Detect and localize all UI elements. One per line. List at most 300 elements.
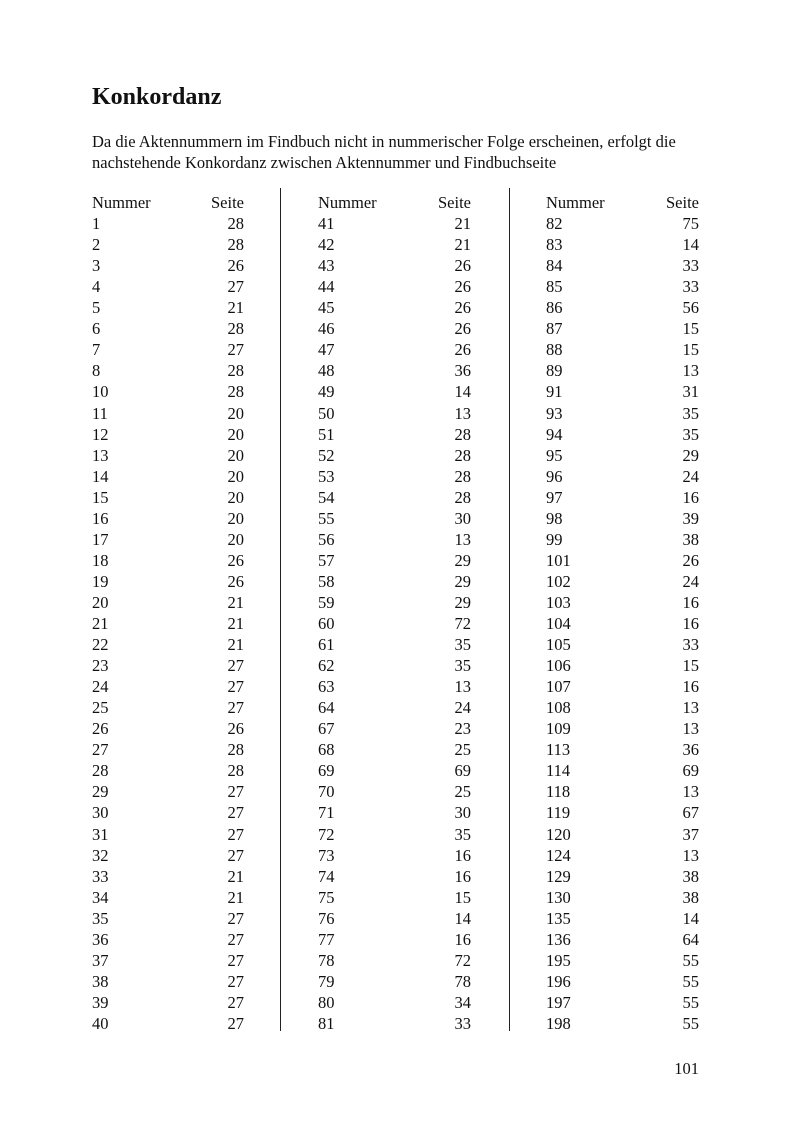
table-row — [546, 655, 699, 676]
findbuch-seite: 25 — [454, 740, 471, 760]
akten-nummer: 31 — [92, 824, 109, 844]
akten-nummer: 28 — [92, 761, 109, 781]
table-row — [546, 992, 699, 1013]
akten-nummer: 47 — [318, 340, 335, 360]
akten-nummer: 63 — [318, 677, 335, 697]
akten-nummer: 113 — [546, 740, 571, 760]
akten-nummer: 75 — [318, 887, 335, 907]
akten-nummer: 56 — [318, 529, 335, 549]
findbuch-seite: 27 — [227, 277, 244, 297]
table-row — [92, 1013, 244, 1034]
findbuch-seite: 20 — [227, 445, 244, 465]
akten-nummer: 93 — [546, 403, 563, 423]
table-row — [546, 1013, 699, 1034]
akten-nummer: 79 — [318, 971, 335, 991]
findbuch-seite: 28 — [227, 740, 244, 760]
table-row — [318, 887, 471, 908]
findbuch-seite: 38 — [682, 887, 699, 907]
table-row — [546, 950, 699, 971]
findbuch-seite: 38 — [682, 529, 699, 549]
findbuch-seite: 27 — [227, 824, 244, 844]
akten-nummer: 82 — [546, 214, 563, 234]
concordance-column-1 — [92, 192, 244, 1032]
table-row — [92, 718, 244, 739]
table-row — [92, 466, 244, 487]
akten-nummer: 61 — [318, 635, 335, 655]
table-row — [546, 339, 699, 360]
findbuch-seite: 27 — [227, 340, 244, 360]
akten-nummer: 101 — [546, 550, 571, 570]
findbuch-seite: 38 — [682, 866, 699, 886]
akten-nummer: 39 — [92, 992, 109, 1012]
akten-nummer: 124 — [546, 845, 571, 865]
table-row — [92, 571, 244, 592]
findbuch-seite: 27 — [227, 677, 244, 697]
table-row — [546, 360, 699, 381]
akten-nummer: 48 — [318, 361, 335, 381]
findbuch-seite: 13 — [454, 677, 471, 697]
findbuch-seite: 64 — [682, 929, 699, 949]
akten-nummer: 33 — [92, 866, 109, 886]
table-row — [318, 297, 471, 318]
table-row — [92, 529, 244, 550]
findbuch-seite: 16 — [454, 845, 471, 865]
akten-nummer: 91 — [546, 382, 563, 402]
akten-nummer: 70 — [318, 782, 335, 802]
akten-nummer: 87 — [546, 319, 563, 339]
table-row — [318, 529, 471, 550]
akten-nummer: 38 — [92, 971, 109, 991]
akten-nummer: 15 — [92, 487, 109, 507]
table-row — [546, 529, 699, 550]
akten-nummer: 59 — [318, 592, 335, 612]
column-header — [318, 192, 471, 213]
header-seite: Seite — [211, 193, 244, 212]
findbuch-seite: 27 — [227, 1013, 244, 1033]
table-row — [318, 781, 471, 802]
findbuch-seite: 27 — [227, 803, 244, 823]
findbuch-seite: 28 — [454, 487, 471, 507]
table-row — [318, 739, 471, 760]
akten-nummer: 196 — [546, 971, 571, 991]
table-row — [92, 950, 244, 971]
findbuch-seite: 30 — [454, 803, 471, 823]
findbuch-seite: 28 — [227, 382, 244, 402]
table-row — [546, 550, 699, 571]
table-row — [318, 760, 471, 781]
table-row — [318, 613, 471, 634]
findbuch-seite: 28 — [227, 761, 244, 781]
findbuch-seite: 24 — [454, 698, 471, 718]
table-row — [92, 866, 244, 887]
table-row — [546, 866, 699, 887]
table-row — [318, 318, 471, 339]
findbuch-seite: 13 — [682, 361, 699, 381]
findbuch-seite: 30 — [454, 508, 471, 528]
findbuch-seite: 16 — [682, 592, 699, 612]
table-row — [318, 234, 471, 255]
findbuch-seite: 15 — [682, 319, 699, 339]
findbuch-seite: 14 — [454, 908, 471, 928]
table-row — [92, 403, 244, 424]
table-row — [318, 445, 471, 466]
akten-nummer: 45 — [318, 298, 335, 318]
table-row — [92, 445, 244, 466]
akten-nummer: 62 — [318, 656, 335, 676]
table-row — [546, 971, 699, 992]
akten-nummer: 14 — [92, 466, 109, 486]
table-row — [318, 403, 471, 424]
findbuch-seite: 28 — [227, 319, 244, 339]
table-row — [318, 676, 471, 697]
table-row — [92, 887, 244, 908]
findbuch-seite: 26 — [454, 256, 471, 276]
akten-nummer: 57 — [318, 550, 335, 570]
akten-nummer: 97 — [546, 487, 563, 507]
akten-nummer: 105 — [546, 635, 571, 655]
akten-nummer: 2 — [92, 235, 101, 255]
table-row — [318, 213, 471, 234]
table-row — [92, 255, 244, 276]
findbuch-seite: 55 — [682, 992, 699, 1012]
akten-nummer: 103 — [546, 592, 571, 612]
table-row — [318, 950, 471, 971]
findbuch-seite: 13 — [682, 782, 699, 802]
table-row — [546, 487, 699, 508]
findbuch-seite: 21 — [227, 614, 244, 633]
akten-nummer: 53 — [318, 466, 335, 486]
findbuch-seite: 21 — [227, 887, 244, 907]
findbuch-seite: 26 — [454, 277, 471, 297]
akten-nummer: 95 — [546, 445, 563, 465]
findbuch-seite: 27 — [227, 782, 244, 802]
akten-nummer: 11 — [92, 403, 108, 423]
table-row — [92, 592, 244, 613]
akten-nummer: 26 — [92, 719, 109, 739]
table-row — [92, 318, 244, 339]
concordance-column-2 — [318, 192, 471, 1032]
akten-nummer: 13 — [92, 445, 109, 465]
table-row — [92, 992, 244, 1013]
table-row — [318, 971, 471, 992]
akten-nummer: 76 — [318, 908, 335, 928]
akten-nummer: 23 — [92, 656, 109, 676]
akten-nummer: 24 — [92, 677, 109, 697]
akten-nummer: 58 — [318, 571, 335, 591]
akten-nummer: 3 — [92, 256, 101, 276]
findbuch-seite: 36 — [454, 361, 471, 381]
table-row — [318, 845, 471, 866]
table-row — [318, 655, 471, 676]
akten-nummer: 119 — [546, 803, 571, 823]
findbuch-seite: 35 — [454, 824, 471, 844]
table-row — [92, 487, 244, 508]
table-row — [92, 676, 244, 697]
table-row — [318, 718, 471, 739]
akten-nummer: 83 — [546, 235, 563, 255]
table-row — [546, 297, 699, 318]
table-row — [92, 655, 244, 676]
findbuch-seite: 23 — [454, 719, 471, 739]
findbuch-seite: 27 — [227, 656, 244, 676]
findbuch-seite: 29 — [454, 550, 471, 570]
table-row — [546, 445, 699, 466]
table-row — [546, 929, 699, 950]
findbuch-seite: 78 — [454, 971, 471, 991]
column-divider — [280, 188, 281, 1031]
findbuch-seite: 31 — [682, 382, 699, 402]
findbuch-seite: 33 — [454, 1013, 471, 1033]
akten-nummer: 68 — [318, 740, 335, 760]
table-row — [546, 760, 699, 781]
akten-nummer: 114 — [546, 761, 571, 781]
akten-nummer: 98 — [546, 508, 563, 528]
findbuch-seite: 26 — [227, 719, 244, 739]
findbuch-seite: 28 — [227, 235, 244, 255]
akten-nummer: 50 — [318, 403, 335, 423]
findbuch-seite: 27 — [227, 845, 244, 865]
table-row — [92, 634, 244, 655]
findbuch-seite: 37 — [682, 824, 699, 844]
findbuch-seite: 13 — [682, 845, 699, 865]
akten-nummer: 107 — [546, 677, 571, 697]
table-row — [92, 508, 244, 529]
table-row — [546, 508, 699, 529]
findbuch-seite: 26 — [454, 340, 471, 360]
findbuch-seite: 16 — [454, 866, 471, 886]
akten-nummer: 29 — [92, 782, 109, 802]
table-row — [318, 802, 471, 823]
table-row — [546, 739, 699, 760]
table-row — [92, 234, 244, 255]
table-row — [92, 971, 244, 992]
findbuch-seite: 16 — [682, 677, 699, 697]
findbuch-seite: 28 — [454, 445, 471, 465]
findbuch-seite: 69 — [682, 761, 699, 781]
table-row — [546, 676, 699, 697]
findbuch-seite: 27 — [227, 929, 244, 949]
header-seite: Seite — [438, 193, 471, 212]
findbuch-seite: 20 — [227, 487, 244, 507]
akten-nummer: 60 — [318, 614, 335, 633]
akten-nummer: 64 — [318, 698, 335, 718]
findbuch-seite: 26 — [454, 319, 471, 339]
akten-nummer: 35 — [92, 908, 109, 928]
akten-nummer: 102 — [546, 571, 571, 591]
akten-nummer: 67 — [318, 719, 335, 739]
table-row — [318, 466, 471, 487]
table-row — [92, 781, 244, 802]
table-row — [92, 739, 244, 760]
akten-nummer: 6 — [92, 319, 101, 339]
concordance-column-3 — [546, 192, 699, 1032]
findbuch-seite: 36 — [682, 740, 699, 760]
akten-nummer: 77 — [318, 929, 335, 949]
findbuch-seite: 20 — [227, 424, 244, 444]
akten-nummer: 37 — [92, 950, 109, 970]
table-row — [92, 360, 244, 381]
findbuch-seite: 27 — [227, 992, 244, 1012]
table-row — [546, 697, 699, 718]
akten-nummer: 136 — [546, 929, 571, 949]
akten-nummer: 73 — [318, 845, 335, 865]
table-row — [546, 213, 699, 234]
akten-nummer: 49 — [318, 382, 335, 402]
table-row — [546, 908, 699, 929]
table-row — [546, 318, 699, 339]
akten-nummer: 42 — [318, 235, 335, 255]
findbuch-seite: 28 — [454, 466, 471, 486]
findbuch-seite: 13 — [454, 403, 471, 423]
table-row — [546, 381, 699, 402]
findbuch-seite: 33 — [682, 635, 699, 655]
akten-nummer: 74 — [318, 866, 335, 886]
akten-nummer: 69 — [318, 761, 335, 781]
findbuch-seite: 20 — [227, 403, 244, 423]
akten-nummer: 51 — [318, 424, 335, 444]
akten-nummer: 7 — [92, 340, 101, 360]
akten-nummer: 129 — [546, 866, 571, 886]
findbuch-seite: 27 — [227, 950, 244, 970]
findbuch-seite: 35 — [454, 635, 471, 655]
akten-nummer: 25 — [92, 698, 109, 718]
findbuch-seite: 67 — [682, 803, 699, 823]
findbuch-seite: 16 — [454, 929, 471, 949]
findbuch-seite: 72 — [454, 614, 471, 633]
table-row — [546, 887, 699, 908]
findbuch-seite: 13 — [682, 719, 699, 739]
akten-nummer: 4 — [92, 277, 101, 297]
findbuch-seite: 13 — [454, 529, 471, 549]
table-row — [546, 403, 699, 424]
findbuch-seite: 21 — [454, 235, 471, 255]
akten-nummer: 120 — [546, 824, 571, 844]
akten-nummer: 19 — [92, 571, 109, 591]
findbuch-seite: 21 — [227, 635, 244, 655]
table-row — [92, 929, 244, 950]
table-row — [318, 866, 471, 887]
akten-nummer: 71 — [318, 803, 335, 823]
findbuch-seite: 26 — [227, 256, 244, 276]
akten-nummer: 72 — [318, 824, 335, 844]
findbuch-seite: 14 — [454, 382, 471, 402]
findbuch-seite: 13 — [682, 698, 699, 718]
table-row — [318, 1013, 471, 1034]
akten-nummer: 81 — [318, 1013, 335, 1033]
table-row — [92, 613, 244, 634]
column-header — [546, 192, 699, 213]
findbuch-seite: 69 — [454, 761, 471, 781]
findbuch-seite: 16 — [682, 614, 699, 633]
page-title: Konkordanz — [92, 84, 222, 110]
akten-nummer: 106 — [546, 656, 571, 676]
header-nummer: Nummer — [546, 193, 605, 212]
table-row — [318, 255, 471, 276]
findbuch-seite: 26 — [227, 550, 244, 570]
header-seite: Seite — [666, 193, 699, 212]
akten-nummer: 20 — [92, 592, 109, 612]
akten-nummer: 46 — [318, 319, 335, 339]
akten-nummer: 41 — [318, 214, 335, 234]
akten-nummer: 52 — [318, 445, 335, 465]
table-row — [318, 487, 471, 508]
table-row — [92, 339, 244, 360]
findbuch-seite: 33 — [682, 277, 699, 297]
table-row — [318, 929, 471, 950]
akten-nummer: 195 — [546, 950, 571, 970]
table-row — [318, 508, 471, 529]
akten-nummer: 22 — [92, 635, 109, 655]
findbuch-seite: 55 — [682, 950, 699, 970]
findbuch-seite: 28 — [227, 361, 244, 381]
header-nummer: Nummer — [92, 193, 151, 212]
akten-nummer: 86 — [546, 298, 563, 318]
findbuch-seite: 20 — [227, 508, 244, 528]
table-row — [318, 992, 471, 1013]
akten-nummer: 10 — [92, 382, 109, 402]
table-row — [318, 634, 471, 655]
akten-nummer: 108 — [546, 698, 571, 718]
table-row — [546, 424, 699, 445]
findbuch-seite: 35 — [682, 424, 699, 444]
akten-nummer: 5 — [92, 298, 101, 318]
akten-nummer: 43 — [318, 256, 335, 276]
findbuch-seite: 21 — [227, 592, 244, 612]
findbuch-seite: 35 — [682, 403, 699, 423]
table-row — [546, 255, 699, 276]
findbuch-seite: 14 — [682, 908, 699, 928]
table-row — [546, 613, 699, 634]
findbuch-seite: 25 — [454, 782, 471, 802]
akten-nummer: 89 — [546, 361, 563, 381]
table-row — [318, 381, 471, 402]
findbuch-seite: 26 — [227, 571, 244, 591]
table-row — [92, 908, 244, 929]
akten-nummer: 130 — [546, 887, 571, 907]
table-row — [546, 718, 699, 739]
findbuch-seite: 72 — [454, 950, 471, 970]
column-header — [92, 192, 244, 213]
akten-nummer: 88 — [546, 340, 563, 360]
findbuch-seite: 28 — [454, 424, 471, 444]
table-row — [92, 276, 244, 297]
akten-nummer: 18 — [92, 550, 109, 570]
table-row — [92, 550, 244, 571]
table-row — [318, 824, 471, 845]
findbuch-seite: 15 — [454, 887, 471, 907]
akten-nummer: 8 — [92, 361, 101, 381]
findbuch-seite: 29 — [682, 445, 699, 465]
findbuch-seite: 27 — [227, 698, 244, 718]
findbuch-seite: 27 — [227, 908, 244, 928]
findbuch-seite: 20 — [227, 466, 244, 486]
akten-nummer: 135 — [546, 908, 571, 928]
findbuch-seite: 75 — [682, 214, 699, 234]
findbuch-seite: 27 — [227, 971, 244, 991]
findbuch-seite: 21 — [454, 214, 471, 234]
findbuch-seite: 15 — [682, 656, 699, 676]
findbuch-seite: 24 — [682, 571, 699, 591]
table-row — [92, 824, 244, 845]
akten-nummer: 44 — [318, 277, 335, 297]
table-row — [318, 592, 471, 613]
findbuch-seite: 20 — [227, 529, 244, 549]
table-row — [318, 908, 471, 929]
table-row — [546, 845, 699, 866]
akten-nummer: 54 — [318, 487, 335, 507]
findbuch-seite: 14 — [682, 235, 699, 255]
findbuch-seite: 33 — [682, 256, 699, 276]
